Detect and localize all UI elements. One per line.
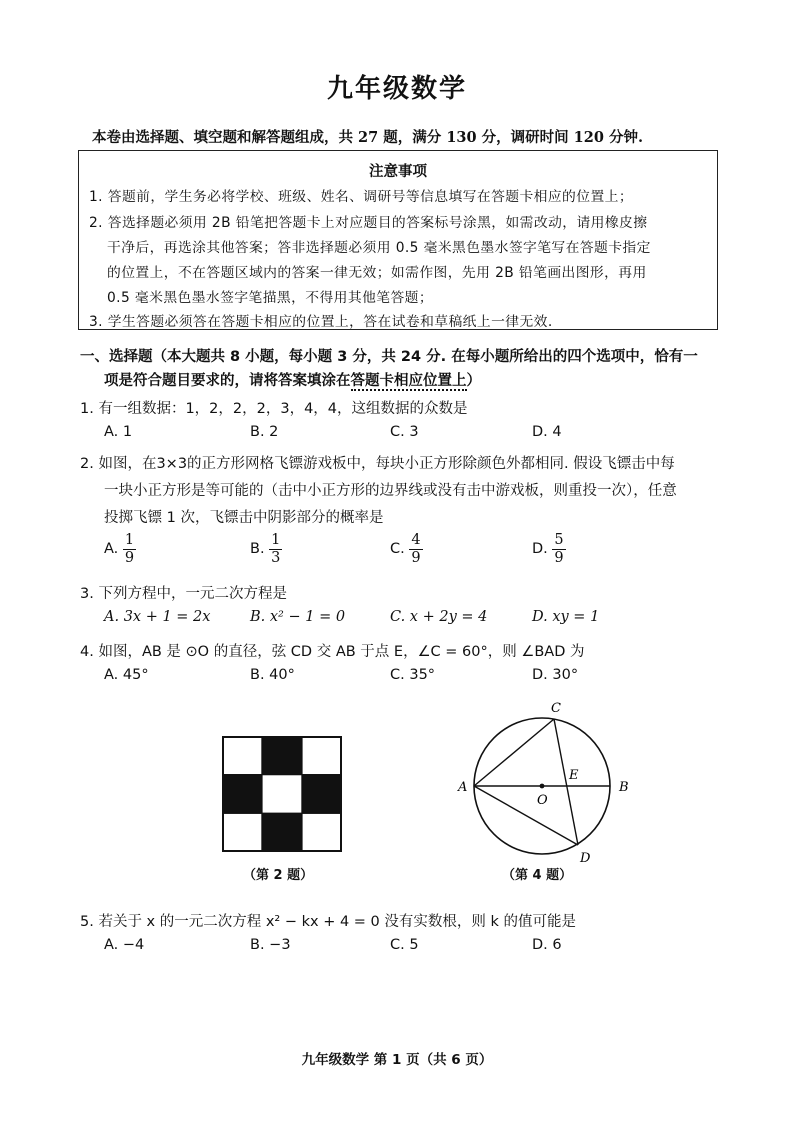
fraction [552, 532, 565, 566]
numerator: 1 [271, 532, 281, 548]
q5-option-d: D. 6 [532, 937, 562, 953]
q1-option-b: B. 2 [250, 424, 279, 440]
label-d: D [580, 851, 591, 866]
label-o: O [537, 793, 548, 808]
notice-line: 3. 学生答题必须答在答题卡相应的位置上，答在试卷和草稿纸上一律无效. [89, 314, 553, 330]
question-3: 3. 下列方程中，一元二次方程是 [80, 586, 287, 602]
notice-line: 的位置上，不在答题区域内的答案一律无效；如需作图，先用 2B 铅笔画出图形，再用 [107, 265, 647, 281]
option-label: A. [104, 541, 119, 558]
question-2: 2. 如图，在3×3的正方形网格飞镖游戏板中，每块小正方形除颜色外都相同. 假设飞镖击中每 [80, 456, 675, 472]
numerator: 1 [124, 532, 135, 548]
q1-option-c: C. 3 [390, 424, 419, 440]
figure-4-caption: （第 4 题） [502, 868, 573, 883]
fraction [269, 532, 282, 566]
fraction [123, 532, 136, 566]
q2-option-b [250, 532, 282, 566]
question-4: 4. 如图，AB 是 ⊙O 的直径，弦 CD 交 AB 于点 E，∠C = 60°，则 ∠BAD 为 [80, 644, 585, 660]
grid-cell-shaded [302, 775, 342, 814]
notice-title: 注意事项 [369, 163, 427, 180]
notice-box [78, 150, 718, 330]
denominator: 3 [271, 549, 281, 566]
grid-cell-shaded [262, 813, 302, 852]
figure-2-caption: （第 2 题） [243, 868, 314, 883]
q4-option-d: D. 30° [532, 667, 579, 683]
question-5: 5. 若关于 x 的一元二次方程 x² − kx + 4 = 0 没有实数根，则 k 的值可能是 [80, 914, 576, 930]
numerator: 4 [411, 532, 421, 548]
fraction [409, 532, 422, 566]
section-heading: 一、选择题（本大题共 8 小题，每小题 3 分，共 24 分. 在每小题所给出的四个选项中，恰有一 [80, 349, 698, 365]
circle-figure [450, 696, 640, 866]
q5-option-c: C. 5 [390, 937, 419, 953]
exam-intro: 本卷由选择题、填空题和解答题组成，共 27 题，满分 130 分，调研时间 120 分钟. [92, 129, 644, 146]
grid-cell-blank [302, 736, 342, 775]
q3-option-a: A. 3x + 1 = 2x [104, 609, 211, 625]
grid-cell-blank [222, 736, 262, 775]
grid-cell-shaded [222, 775, 262, 814]
q5-option-a: A. −4 [104, 937, 145, 953]
option-label: D. [532, 541, 548, 558]
question-1: 1. 有一组数据：1，2，2，2，3，4，4，这组数据的众数是 [80, 401, 468, 417]
section-text: 项是符合题目要求的，请将答案填涂在 [104, 373, 351, 389]
label-b: B [619, 780, 629, 795]
dartboard-grid-figure [222, 736, 342, 852]
q2-option-c [390, 532, 423, 566]
option-label: C. [390, 541, 405, 558]
center-point [540, 784, 545, 789]
q3-option-b: B. x² − 1 = 0 [250, 609, 346, 625]
page-footer: 九年级数学 第 1 页（共 6 页） [301, 1052, 493, 1068]
q2-option-a [104, 532, 136, 566]
numerator: 5 [554, 532, 564, 548]
question-2-cont: 一块小正方形是等可能的（击中小正方形的边界线或没有击中游戏板，则重投一次），任意 [104, 483, 677, 499]
notice-line: 0.5 毫米黑色墨水签字笔描黑，不得用其他笔答题； [107, 290, 434, 306]
grid-cell-blank [222, 813, 262, 852]
section-heading-cont [104, 369, 481, 390]
segment-ad [474, 786, 578, 845]
section-text-end: ） [466, 373, 481, 389]
grid-cell-blank [262, 775, 302, 814]
q3-option-c: C. x + 2y = 4 [390, 609, 488, 625]
q1-option-d: D. 4 [532, 424, 562, 440]
grid-cells [222, 736, 342, 852]
q2-option-d [532, 532, 566, 566]
q1-option-a: A. 1 [104, 424, 133, 440]
option-label: B. [250, 541, 265, 558]
q5-option-b: B. −3 [250, 937, 291, 953]
question-2-cont: 投掷飞镖 1 次，飞镖击中阴影部分的概率是 [104, 510, 384, 526]
label-c: C [551, 701, 561, 716]
grid-cell-blank [302, 813, 342, 852]
page-title: 九年级数学 [326, 74, 467, 104]
label-a: A [458, 780, 468, 795]
grid-cell-shaded [262, 736, 302, 775]
denominator: 9 [554, 549, 564, 566]
notice-line: 2. 答选择题必须用 2B 铅笔把答题卡上对应题目的答案标号涂黑，如需改动，请用橡皮擦 [89, 215, 648, 231]
q3-option-d: D. xy = 1 [532, 609, 600, 625]
section-emphasis: 答题卡相应位置上 [350, 373, 467, 389]
notice-line: 干净后，再选涂其他答案；答非选择题必须用 0.5 毫米黑色墨水签字笔写在答题卡指定 [107, 240, 651, 256]
q4-option-c: C. 35° [390, 667, 436, 683]
q4-option-b: B. 40° [250, 667, 295, 683]
notice-line: 1. 答题前，学生务必将学校、班级、姓名、调研号等信息填写在答题卡相应的位置上； [89, 189, 634, 205]
denominator: 9 [411, 549, 421, 566]
denominator: 9 [124, 549, 135, 566]
segment-ac [474, 719, 554, 786]
q4-option-a: A. 45° [104, 667, 149, 683]
label-e: E [569, 768, 579, 783]
